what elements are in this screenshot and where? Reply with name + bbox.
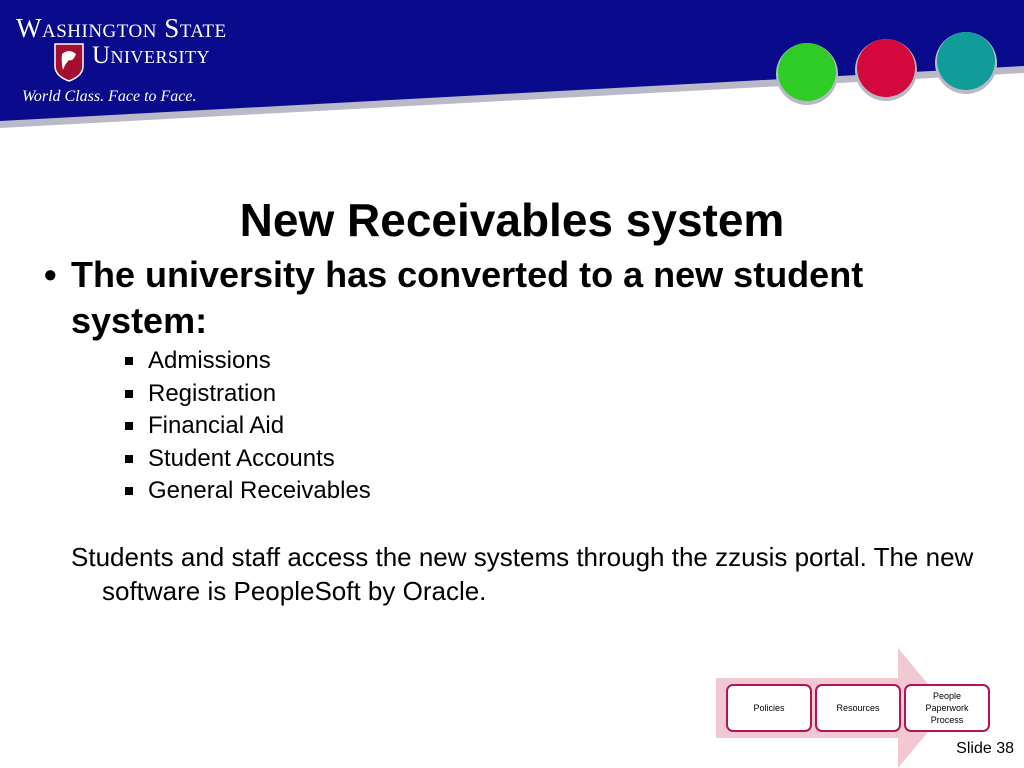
list-item (125, 410, 371, 443)
logo-text-line1: Washington State (16, 13, 227, 43)
square-bullet-icon (125, 390, 133, 398)
logo-text-line2: University (92, 42, 211, 69)
list-item-label: Financial Aid (148, 412, 285, 439)
list-item-label: Admissions (148, 347, 271, 374)
red-circle (857, 39, 915, 97)
slide-number: Slide 38 (956, 740, 1014, 757)
diagram-box-resources (815, 684, 901, 732)
square-bullet-icon (125, 487, 133, 495)
box-label-line2: Paperwork (925, 703, 969, 713)
main-bullet-text: The university has converted to a new student system: (71, 254, 864, 341)
green-circle (778, 43, 836, 101)
box-label: Policies (753, 703, 785, 713)
list-item-label: Student Accounts (148, 444, 335, 472)
square-bullet-icon (125, 422, 133, 430)
tagline: World Class. Face to Face. (22, 88, 197, 105)
sub-bullet-list (125, 345, 371, 508)
square-bullet-icon (125, 357, 133, 365)
list-item (125, 345, 371, 378)
list-item-label: Registration (148, 379, 277, 407)
bullet-marker: • (44, 254, 57, 295)
list-item (125, 475, 371, 508)
box-label-line1: People (932, 691, 962, 701)
university-seal-icon (53, 42, 85, 82)
list-item (125, 443, 371, 476)
diagram-box-people (904, 684, 990, 732)
diagram-box-policies (726, 684, 812, 732)
box-label: Resources (836, 703, 880, 713)
body-paragraph: Students and staff access the new systems through the zzusis portal. The new software is PeopleSoft by Oracle. (71, 542, 974, 606)
box-label-line3: Process (930, 715, 964, 725)
slide-title: New Receivables system (239, 194, 785, 246)
teal-circle (937, 32, 995, 90)
list-item (125, 378, 371, 411)
square-bullet-icon (125, 455, 133, 463)
list-item-label: General Receivables (148, 477, 371, 504)
